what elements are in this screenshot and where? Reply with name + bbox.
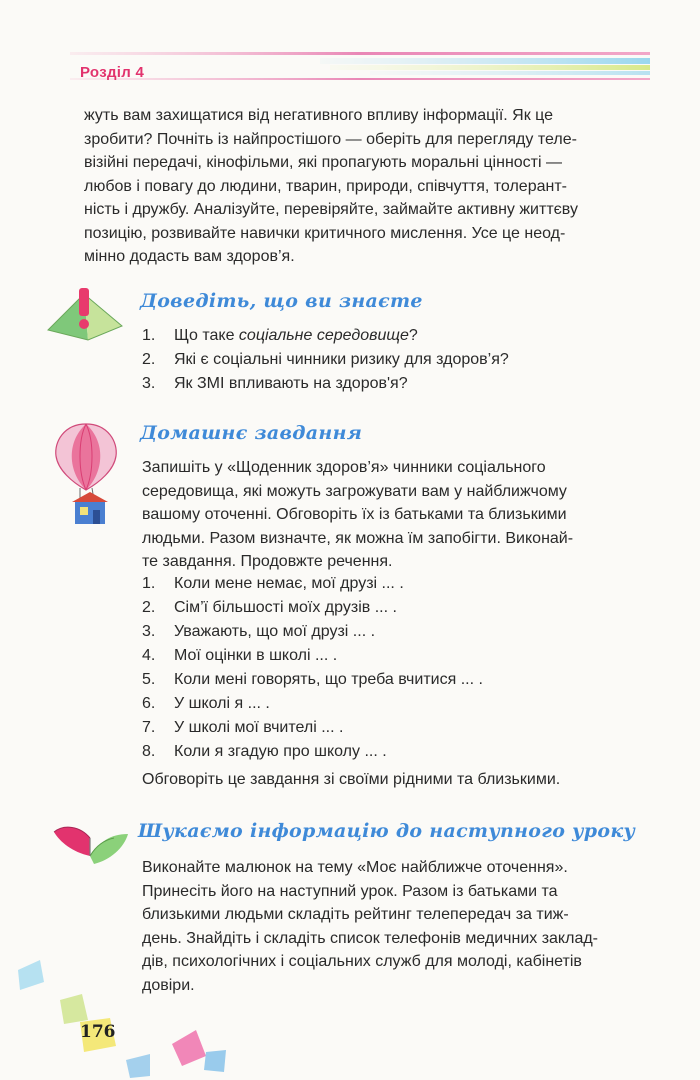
item-text: У школі я ... . (174, 695, 270, 712)
item-text: Як ЗМІ впливають на здоров'я? (174, 375, 408, 392)
intro-line: візійні передачі, кінофільми, які пропагують моральні цінності — (84, 154, 562, 171)
prove-section-title: Доведіть, що ви знаєте (140, 290, 423, 312)
item-text: Коли мені говорять, що треба вчитися ... . (174, 671, 483, 688)
search-line: Виконайте малюнок на тему «Моє найближче оточення». (142, 859, 568, 876)
list-item (142, 716, 642, 740)
search-line: довіри. (142, 976, 195, 994)
list-item (142, 620, 642, 644)
item-text: Коли мене немає, мої друзі ... . (174, 575, 404, 592)
homework-line: Запишіть у «Щоденник здоров’я» чинники соціального (142, 459, 546, 476)
list-item (142, 348, 642, 372)
search-line: близькими людьми складіть рейтинг телепередач за тиж- (142, 906, 569, 923)
corner-decoration (0, 960, 260, 1080)
item-text: Що таке (174, 327, 239, 344)
search-line: Принесіть його на наступний урок. Разом із батьками та (142, 882, 558, 900)
prove-question-list (142, 324, 642, 396)
item-number: 6. (142, 695, 156, 712)
homework-section-title: Домашнє завдання (140, 422, 363, 444)
intro-line: позицію, розвивайте навички критичного мислення. Усе це неод- (84, 224, 566, 242)
item-number: 1. (142, 575, 156, 592)
list-item (142, 668, 642, 692)
intro-line: ність і дружбу. Аналізуйте, перевіряйте, займайте активну життєву (84, 201, 578, 218)
list-item (142, 692, 642, 716)
list-item (142, 572, 642, 596)
homework-sentence-list (142, 572, 642, 764)
item-number: 5. (142, 671, 156, 688)
section-label: Розділ 4 (80, 64, 145, 81)
intro-line: любов і повагу до людини, тварин, природи, співчуття, толерант- (84, 177, 567, 195)
homework-line: вашому оточенні. Обговоріть їх із батьками та близькими (142, 506, 567, 523)
homework-line: те завдання. Продовжте речення. (142, 553, 393, 570)
item-emphasis: соціальне середовище (238, 327, 409, 344)
hot-air-balloon-icon (50, 420, 132, 532)
homework-paragraph (142, 456, 646, 574)
item-text: У школі мої вчителі ... . (174, 719, 344, 736)
pyramid-exclamation-icon (44, 286, 126, 344)
header-bar (70, 52, 650, 80)
intro-line: мінно додасть вам здоров’я. (84, 248, 295, 265)
item-number: 3. (142, 623, 156, 640)
search-line: день. Знайдіть і складіть список телефонів медичних заклад- (142, 929, 599, 947)
item-text: Які є соціальні чинники ризику для здоров’я? (174, 351, 509, 368)
homework-line: середовища, які можуть загрожувати вам у найближчому (142, 482, 567, 500)
item-text: Сім’ї більшості моїх друзів ... . (174, 599, 397, 616)
search-section-title: Шукаємо інформацію до наступного уроку (138, 820, 636, 842)
list-item (142, 596, 642, 620)
intro-line: жуть вам захищатися від негативного впливу інформації. Як це (84, 107, 554, 124)
item-text: Уважають, що мої друзі ... . (174, 623, 376, 640)
open-book-icon (50, 820, 132, 868)
page-number: 176 (80, 1022, 116, 1042)
homework-line: людьми. Разом визначте, як можна їм запобігти. Виконай- (142, 529, 574, 547)
homework-closing: Обговоріть це завдання зі своїми рідними та близькими. (142, 771, 561, 788)
item-number: 3. (142, 375, 156, 392)
item-text-end: ? (408, 327, 418, 344)
list-item (142, 740, 642, 764)
intro-paragraph (84, 104, 646, 269)
list-item (142, 644, 642, 668)
item-number: 8. (142, 743, 156, 760)
item-number: 4. (142, 647, 156, 664)
intro-line: зробити? Почніть із найпростішого — оберіть для перегляду теле- (84, 130, 577, 148)
item-text: Мої оцінки в школі ... . (174, 647, 338, 664)
item-number: 2. (142, 351, 156, 368)
list-item (142, 324, 642, 348)
item-number: 1. (142, 327, 156, 344)
header-rainbow-lines (70, 52, 650, 80)
list-item (142, 372, 642, 396)
search-line: дів, психологічних і соціальних служб для молоді, кабінетів (142, 953, 582, 970)
item-number: 2. (142, 599, 156, 616)
item-text: Коли я згадую про школу ... . (174, 743, 387, 760)
item-number: 7. (142, 719, 156, 736)
